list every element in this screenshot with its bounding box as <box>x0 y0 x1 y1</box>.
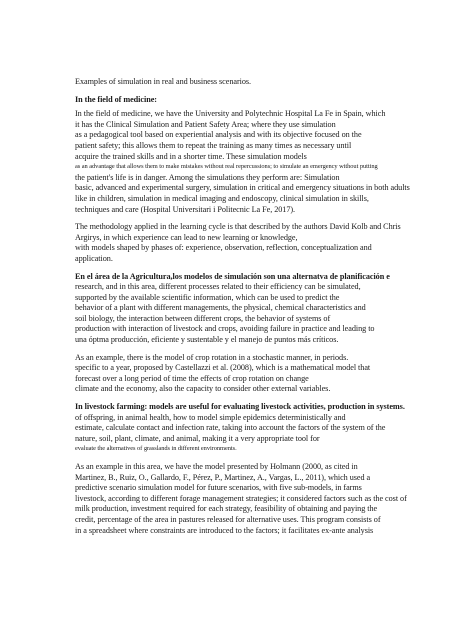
livestock-paragraph <box>75 413 435 455</box>
text-line: in a spreadsheet where constraints are introduced to the factors; it facilitates ex-ante analysis <box>75 525 374 535</box>
text-line: Martinez, B., Ruiz, O., Gallardo, F., Pérez, P., Martinez, A., Vargas, L., 2011), which used a <box>75 472 371 482</box>
text-line: research, and in this area, different processes related to their efficiency can be simulated, <box>75 282 361 292</box>
text-line: livestock, according to different forage management strategies; it considered factors such as the cost of <box>75 493 407 503</box>
text-line: it has the Clinical Simulation and Patient Safety Area; where they use simulation <box>75 119 336 129</box>
text-line: una óptma producción, eficiente y sustentable y el manejo de puntos más críticos. <box>75 335 339 345</box>
text-line: credit, percentage of the area in pastures released for alternative uses. This program consists of <box>75 514 381 524</box>
text-line: Argirys, in which experience can lead to new learning or knowledge, <box>75 232 298 242</box>
text-line: forecast over a long period of time the effects of crop rotation on change <box>75 373 309 383</box>
text-line: soil biology, the interaction between different crops, the behavior of systems of <box>75 313 331 323</box>
text-line: In the field of medicine, we have the University and Polytechnic Hospital La Fe in Spain, which <box>75 109 386 119</box>
text-line: estimate, calculate contact and infection rate, taking into account the factors of the system of the <box>75 423 386 433</box>
agriculture-paragraph <box>75 282 435 346</box>
intro-line: Examples of simulation in real and business scenarios. <box>75 77 252 86</box>
medicine-heading: In the field of medicine: <box>75 94 157 104</box>
holmann-paragraph <box>75 462 435 536</box>
livestock-heading: In livestock farming: models are useful for evaluating livestock activities, production in systems. <box>75 402 405 412</box>
text-line: As an example, there is the model of crop rotation in a stochastic manner, in periods. <box>75 352 349 362</box>
methodology-paragraph <box>75 222 435 264</box>
text-line: behavior of a plant with different managements, the physical, chemical characteristics and <box>75 303 366 313</box>
text-line: evaluate the alternatives of grasslands in different environments. <box>75 445 237 453</box>
text-line: techniques and care (Hospital Universitari i Politecnic La Fe, 2017). <box>75 204 296 214</box>
document-body <box>75 77 435 543</box>
agriculture-heading: En el área de la Agricultura,los modelos de simulación son una alternatva de planificación e <box>75 271 390 281</box>
text-line: production with interaction of livestock and crops, avoiding failure in practice and leading to <box>75 324 375 334</box>
text-line: the patient's life is in danger. Among the simulations they perform are: Simulation <box>75 172 340 182</box>
text-line: As an example in this area, we have the model presented by Holmann (2000, as cited in <box>75 462 358 471</box>
text-line: basic, advanced and experimental surgery, simulation in critical and emergency situations in both adults <box>75 183 410 193</box>
text-line: as an advantage that allows them to make mistakes without real repercussions; to simulate an emergency without putting <box>75 163 378 171</box>
text-line: The methodology applied in the learning cycle is that described by the authors David Kolb and Chris <box>75 222 401 232</box>
medicine-paragraph <box>75 109 435 215</box>
text-line: supported by the available scientific information, which can be used to predict the <box>75 292 340 302</box>
crop-rotation-paragraph <box>75 353 435 395</box>
text-line: patient safety; this allows them to repeat the training as many times as necessary until <box>75 140 352 150</box>
text-line: milk production, investment required for each strategy, feasibility of obtaining and paying the <box>75 504 378 514</box>
text-line: as a pedagogical tool based on experiential analysis and with its objective focused on the <box>75 130 362 140</box>
text-line: like in children, simulation in medical imaging and endoscopy, clinical simulation in skills, <box>75 193 369 203</box>
text-line: climate and the economy, also the capacity to consider other external variables. <box>75 384 331 394</box>
text-line: acquire the trained skills and in a shorter time. These simulation models <box>75 151 307 161</box>
text-line: specific to a year, proposed by Castellazzi et al. (2008), which is a mathematical model that <box>75 363 371 373</box>
text-line: nature, soil, plant, climate, and animal, making it a very appropriate tool for <box>75 433 320 443</box>
text-line: predictive scenario simulation model for future scenarios, with five sub-models, in farms <box>75 483 362 493</box>
text-line: application. <box>75 253 113 263</box>
text-line: with models shaped by phases of: experience, observation, reflection, conceptualization and <box>75 243 372 253</box>
text-line: of offspring, in animal health, how to model simple epidemics deterministically and <box>75 412 346 422</box>
